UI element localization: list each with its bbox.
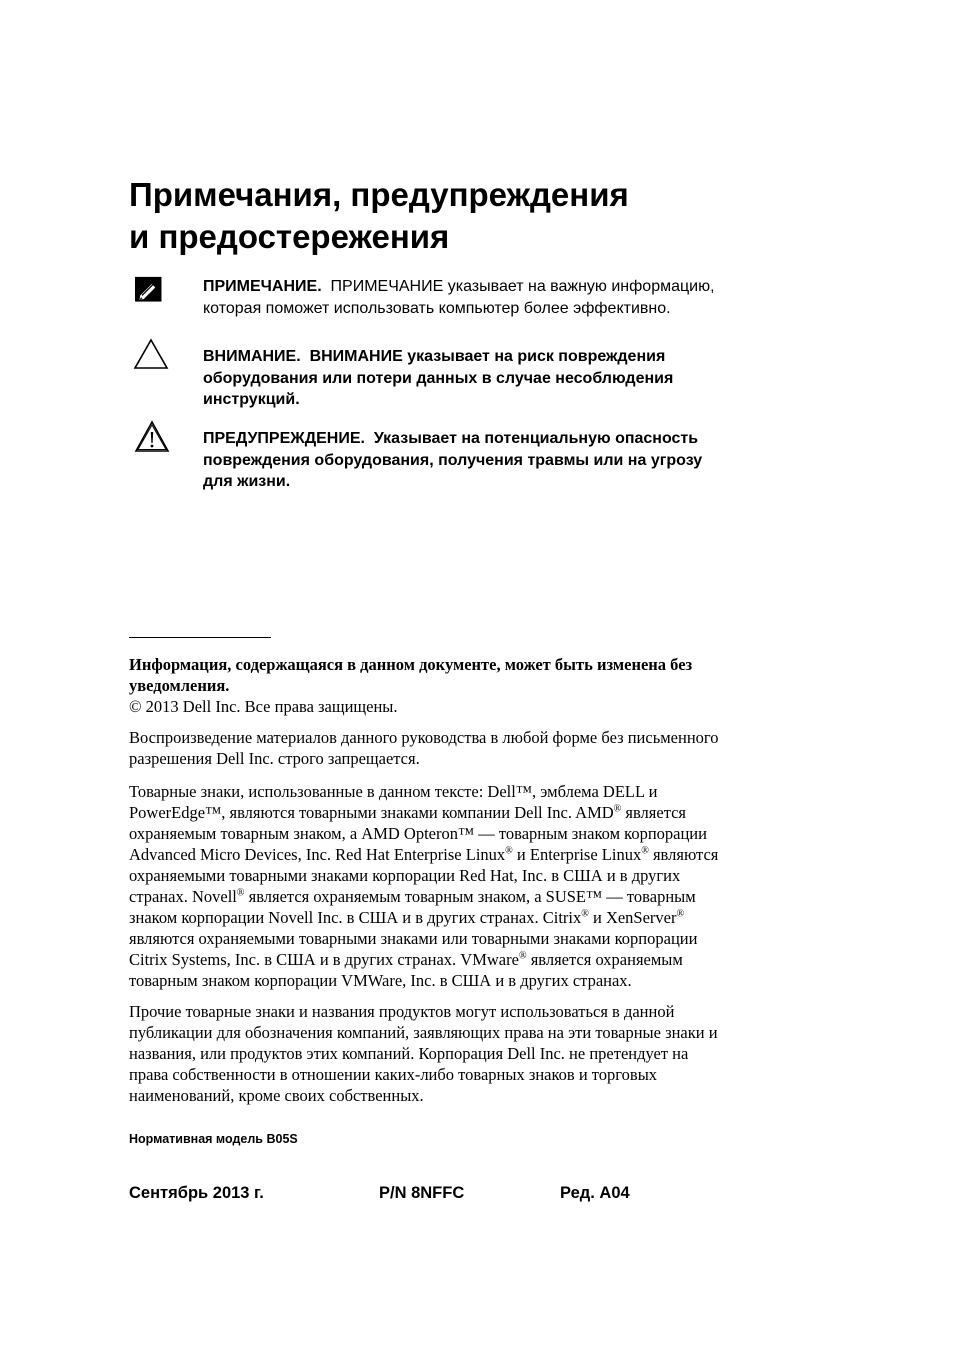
footer-revision: Ред. A04 — [560, 1184, 630, 1202]
note-label: ПРИМЕЧАНИЕ. — [203, 278, 322, 295]
reproduction-line-1: Воспроизведение материалов данного руководства в любой форме без письменного — [129, 728, 719, 747]
other-line-3: названия, или продуктов этих компаний. Корпорация Dell Inc. не претендует на — [129, 1044, 689, 1063]
footer-date: Сентябрь 2013 г. — [129, 1184, 264, 1202]
tm-line-5: охраняемыми товарными знаками корпорации Red Hat, Inc. в США и в других — [129, 866, 681, 885]
caution-line-1: ВНИМАНИЕ указывает на риск повреждения — [309, 348, 666, 365]
caution-triangle-icon — [133, 338, 169, 372]
reproduction-line-2: разрешения Dell Inc. строго запрещается. — [129, 749, 420, 768]
note-text — [203, 276, 763, 319]
tm-line-6: странах. Novell® является охраняемым товарным знаком, а SUSE™ — товарным — [129, 887, 696, 906]
caution-label: ВНИМАНИЕ. — [203, 348, 301, 365]
tm-line-1: Товарные знаки, использованные в данном тексте: Dell™, эмблема DELL и — [129, 782, 658, 801]
note-pencil-icon — [134, 276, 166, 306]
trademarks-paragraph — [129, 781, 799, 991]
tm-line-9: Citrix Systems, Inc. в США и в других странах. VMware® является охраняемым — [129, 950, 683, 969]
warning-label: ПРЕДУПРЕЖДЕНИЕ. — [203, 430, 365, 447]
warning-text — [203, 428, 763, 493]
change-notice — [129, 654, 799, 717]
tm-line-4: Advanced Micro Devices, Inc. Red Hat Enterprise Linux® и Enterprise Linux® являются — [129, 845, 719, 864]
change-notice-line-2: уведомления. — [129, 676, 230, 695]
page-title — [129, 174, 849, 258]
tm-line-2: PowerEdge™, являются товарными знаками компании Dell Inc. AMD® является — [129, 803, 687, 822]
tm-line-3: охраняемым товарным знаком, а AMD Opteron™ — товарным знаком корпорации — [129, 824, 707, 843]
caution-line-3: инструкций. — [203, 391, 300, 408]
other-line-5: наименований, кроме своих собственных. — [129, 1086, 424, 1105]
regulatory-model: Нормативная модель B05S — [129, 1132, 298, 1146]
tm-line-7: знаком корпорации Novell Inc. в США и в других странах. Citrix® и XenServer® — [129, 908, 685, 927]
tm-line-10: товарным знаком корпорации VMWare, Inc. в США и в других странах. — [129, 971, 632, 990]
note-line-1: ПРИМЕЧАНИЕ указывает на важную информацию, — [330, 278, 715, 295]
note-line-2: которая поможет использовать компьютер более эффективно. — [203, 299, 671, 317]
other-line-2: публикации для обозначения компаний, заявляющих права на эти товарные знаки и — [129, 1023, 718, 1042]
warning-line-2: повреждения оборудования, получения травмы или на угрозу — [203, 451, 703, 469]
warning-exclamation-triangle-icon — [134, 420, 170, 454]
warning-line-3: для жизни. — [203, 473, 291, 490]
title-line-2: и предостережения — [129, 218, 450, 255]
other-trademarks-paragraph — [129, 1001, 799, 1106]
copyright: © 2013 Dell Inc. Все права защищены. — [129, 697, 398, 716]
caution-text — [203, 346, 763, 411]
other-line-1: Прочие товарные знаки и названия продуктов могут использоваться в данной — [129, 1002, 675, 1021]
footnote-divider — [129, 637, 271, 638]
reproduction-notice — [129, 727, 799, 769]
change-notice-line-1: Информация, содержащаяся в данном документе, может быть изменена без — [129, 655, 693, 674]
warning-line-1: Указывает на потенциальную опасность — [373, 430, 699, 447]
title-line-1: Примечания, предупреждения — [129, 176, 629, 213]
tm-line-8: являются охраняемыми товарными знаками или товарными знаками корпорации — [129, 929, 698, 948]
other-line-4: права собственности в отношении каких-либо товарных знаков и торговых — [129, 1065, 658, 1084]
caution-line-2: оборудования или потери данных в случае несоблюдения — [203, 369, 674, 387]
footer-part-number: P/N 8NFFC — [379, 1184, 465, 1202]
